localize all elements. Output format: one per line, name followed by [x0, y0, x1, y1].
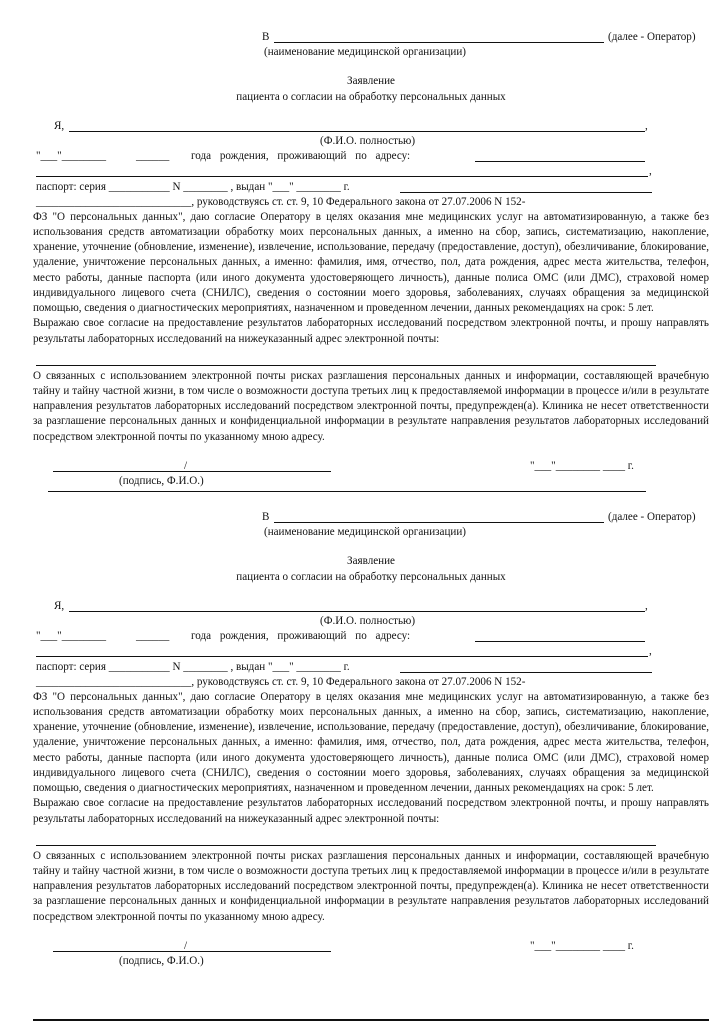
- signature-slash: /: [184, 459, 188, 472]
- birth-address-label: года рождения, проживающий по адресу:: [191, 630, 411, 643]
- birth-line: [33, 149, 709, 164]
- org-caption: (наименование медицинской организации): [264, 46, 466, 59]
- passport-issuer-blank[interactable]: [400, 192, 652, 193]
- signature-line: [33, 459, 709, 474]
- fio-line: Я, ,: [33, 119, 709, 134]
- signature-blank[interactable]: [53, 471, 331, 472]
- law-line: ____________________________, руководствуясь ст. ст. 9, 10 Федерального закона от 27.07.2006 N 152-: [36, 675, 526, 688]
- operator-caption-line: [33, 525, 709, 540]
- operator-suffix: (далее - Оператор): [608, 31, 696, 43]
- email-consent-paragraph: Выражаю свое согласие на предоставление результатов лабораторных исследований посредством электронной почты, и прошу направлять результаты лабораторных исследований на нижеуказанный адрес электронной почты:: [33, 317, 709, 345]
- consent-paragraph: ФЗ "О персональных данных", даю согласие Оператору в целях оказания мне медицинских услуг на автоматизированную, а также без использования средств автоматизации обработку моих персональных данных, а именно на сбор, запись, систематизацию, накопление, хранение, уточнение (обновление, изменение), извлечение, использование, передачу (предоставление, доступ), обезличивание, блокирование, удаление, уничтожение персональных данных, а именно: фамилия, имя, отчество, пол, дата рождения, адрес места жительства, телефон, место работы, данные паспорта (или иного документа удостоверяющего личность), данные полиса ОМС (или ДМС), страховой номер индивидуального лицевого счета (СНИЛС), сведения о состоянии моего здоровья, заболеваниях, случаях обращения за медицинской помощью, сведения о диагностических мероприятиях, назначенном и проведенном лечении, данных рекомендациях на срок: 5 лет.: [33, 690, 709, 795]
- email-blank[interactable]: [36, 845, 656, 846]
- email-blank[interactable]: [36, 365, 656, 366]
- signature-caption: (подпись, Ф.И.О.): [119, 474, 204, 487]
- fio-blank[interactable]: [69, 611, 645, 612]
- email-line: [33, 827, 709, 849]
- email-line: [33, 347, 709, 369]
- risk-paragraph: О связанных с использованием электронной почты рисках разглашения персональных данных и информации, составляющей врачебную тайну и тайну частной жизни, в том числе о возможности доступа третьих лиц к предоставляемой информации в процессе и/или в результате направления результатов лабораторных исследований посредством электронной почты, предупрежден(а). Клиника не несет ответственности за разглашение персональных данных и конфиденциальной информации в результате направления результатов лабораторных исследований посредством электронной почты по указанному мною адресу.: [33, 849, 709, 923]
- form-subtitle: пациента о согласии на обработку персональных данных: [236, 90, 506, 103]
- birth-year-blank[interactable]: ______: [136, 630, 170, 643]
- operator-name-blank[interactable]: [274, 42, 604, 43]
- operator-prefix: В: [262, 511, 270, 523]
- consent-form-2: [33, 510, 709, 969]
- signature-caption: (подпись, Ф.И.О.): [119, 954, 204, 967]
- fio-caption: (Ф.И.О. полностью): [320, 134, 416, 147]
- form-title: Заявление: [347, 75, 395, 88]
- signature-line: [33, 939, 709, 954]
- address-blank[interactable]: [475, 641, 645, 642]
- passport-fields[interactable]: паспорт: серия ___________ N ________ , выдан "___" ________ г.: [36, 660, 350, 673]
- address-blank[interactable]: [475, 161, 645, 162]
- operator-line: [33, 30, 709, 45]
- passport-line: [33, 660, 709, 675]
- form-title: Заявление: [347, 555, 395, 568]
- passport-issuer-blank[interactable]: [400, 672, 652, 673]
- birth-address-label: года рождения, проживающий по адресу:: [191, 150, 411, 163]
- signature-caption-line: [33, 474, 709, 489]
- signature-blank[interactable]: [53, 951, 331, 952]
- law-line: ____________________________, руководствуясь ст. ст. 9, 10 Федерального закона от 27.07.2006 N 152-: [36, 195, 526, 208]
- birth-date-blank[interactable]: "___"________: [36, 630, 107, 643]
- page-bottom-rule: [33, 1019, 709, 1021]
- passport-fields[interactable]: паспорт: серия ___________ N ________ , выдан "___" ________ г.: [36, 180, 350, 193]
- consent-paragraph: ФЗ "О персональных данных", даю согласие Оператору в целях оказания мне медицинских услуг на автоматизированную, а также без использования средств автоматизации обработку моих персональных данных, а именно на сбор, запись, систематизацию, накопление, хранение, уточнение (обновление, изменение), извлечение, использование, передачу (предоставление, доступ), обезличивание, блокирование, удаление, уничтожение персональных данных, а именно: фамилия, имя, отчество, пол, дата рождения, адрес места жительства, телефон, место работы, данные паспорта (или иного документа удостоверяющего личность), данные полиса ОМС (или ДМС), страховой номер индивидуального лицевого счета (СНИЛС), сведения о состоянии моего здоровья, заболеваниях, случаях обращения за медицинской помощью, сведения о диагностических мероприятиях, назначенном и проведенном лечении, данных рекомендациях на срок: 5 лет.: [33, 210, 709, 315]
- i-label: Я,: [54, 599, 65, 612]
- email-consent-paragraph: Выражаю свое согласие на предоставление результатов лабораторных исследований посредством электронной почты, и прошу направлять результаты лабораторных исследований на нижеуказанный адрес электронной почты:: [33, 797, 709, 825]
- address-blank-2[interactable]: [36, 656, 648, 657]
- operator-line: [33, 510, 709, 525]
- fio-caption-line: [33, 614, 709, 629]
- address-line-2: ,: [33, 644, 709, 659]
- signature-caption-line: [33, 954, 709, 969]
- operator-name-blank[interactable]: [274, 522, 604, 523]
- address-blank-2[interactable]: [36, 176, 648, 177]
- operator-suffix: (далее - Оператор): [608, 511, 696, 523]
- forms-divider: [48, 491, 646, 492]
- i-label: Я,: [54, 119, 65, 132]
- birth-date-blank[interactable]: "___"________: [36, 150, 107, 163]
- operator-caption-line: [33, 45, 709, 60]
- address-line-2: ,: [33, 164, 709, 179]
- risk-paragraph: О связанных с использованием электронной почты рисках разглашения персональных данных и информации, составляющей врачебную тайну и тайну частной жизни, в том числе о возможности доступа третьих лиц к предоставляемой информации в процессе и/или в результате направления результатов лабораторных исследований посредством электронной почты, предупрежден(а). Клиника не несет ответственности за разглашение персональных данных и конфиденциальной информации в результате направления результатов лабораторных исследований посредством электронной почты по указанному мною адресу.: [33, 369, 709, 443]
- birth-line: [33, 629, 709, 644]
- fio-blank[interactable]: [69, 131, 645, 132]
- fio-caption-line: [33, 134, 709, 149]
- form-subtitle: пациента о согласии на обработку персональных данных: [236, 570, 506, 583]
- birth-year-blank[interactable]: ______: [136, 150, 170, 163]
- fio-line: Я, ,: [33, 599, 709, 614]
- org-caption: (наименование медицинской организации): [264, 526, 466, 539]
- operator-prefix: В: [262, 31, 270, 43]
- fio-caption: (Ф.И.О. полностью): [320, 614, 416, 627]
- signature-slash: /: [184, 939, 188, 952]
- passport-line: [33, 180, 709, 195]
- signature-date[interactable]: "___"________ ____ г.: [530, 939, 634, 952]
- signature-date[interactable]: "___"________ ____ г.: [530, 459, 634, 472]
- consent-form-1: [33, 30, 709, 489]
